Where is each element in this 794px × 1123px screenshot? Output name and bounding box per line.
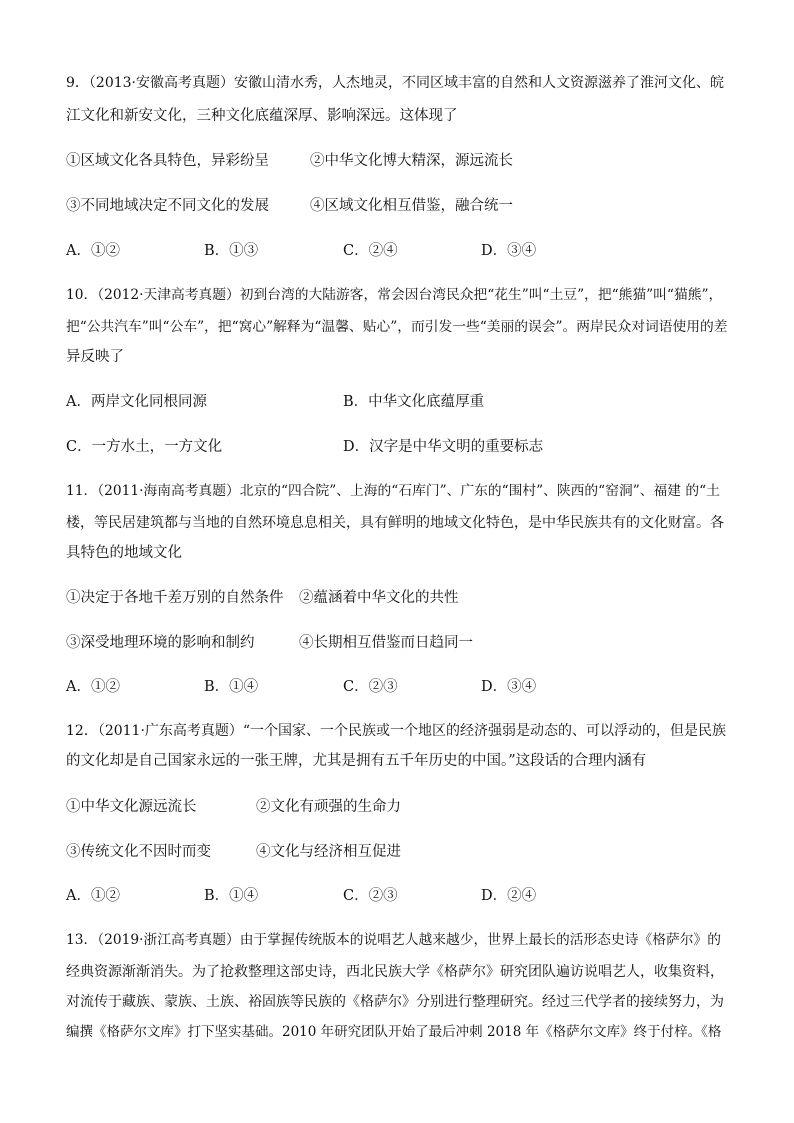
q10-choice-d[interactable]: D．汉字是中华文明的重要标志: [343, 439, 544, 455]
q9-statement-1: ①区域文化各具特色，异彩纷呈: [66, 153, 269, 169]
q12-stem-line-1: 12．（2011·广东高考真题）“一个国家、一个民族或一个地区的经济强弱是动态的、可以浮动的，但是民族: [66, 723, 727, 739]
q12-statement-4: ④文化与经济相互促进: [256, 844, 401, 860]
q10-stem-line-3: 异反映了: [66, 349, 124, 365]
q12-choice-d[interactable]: D．②④: [481, 888, 537, 904]
q12-statement-2: ②文化有顽强的生命力: [256, 799, 401, 815]
q12-choice-c[interactable]: C．②③: [343, 888, 398, 904]
q11-statement-4: ④长期相互借鉴而日趋同一: [299, 635, 473, 651]
q13-stem-line-4: 编撰《格萨尔文库》打下坚实基础。2010 年研究团队开始了最后冲刺 2018 年《格萨尔文库》终于付梓。《格: [66, 1024, 722, 1040]
q9-statement-2: ②中华文化博大精深，源远流长: [310, 153, 513, 169]
q10-choice-a[interactable]: A．两岸文化同根同源: [66, 394, 207, 410]
q12-choice-b[interactable]: B．①④: [204, 888, 259, 904]
q9-choice-d[interactable]: D．③④: [481, 243, 537, 259]
q12-statement-3: ③传统文化不因时而变: [66, 844, 211, 860]
q12-statement-1: ①中华文化源远流长: [66, 799, 197, 815]
q12-choice-a[interactable]: A．①②: [66, 888, 120, 904]
q11-stem-line-2: 楼，等民居建筑都与当地的自然环境息息相关，具有鲜明的地域文化特色，是中华民族共有的文化财富。各: [66, 515, 724, 531]
q13-stem-line-2: 经典资源渐渐消失。为了抢救整理这部史诗，西北民族大学《格萨尔》研究团队遍访说唱艺人，收集资料，: [66, 964, 724, 980]
q10-stem-line-2: 把“公共汽车”叫“公车”，把“窝心”解释为“温馨、贴心”，而引发一些“美丽的误会”。两岸民众对词语使用的差: [66, 319, 728, 335]
q9-stem-line-2: 江文化和新安文化，三种文化底蕴深厚、影响深远。这体现了: [66, 108, 458, 124]
q9-choice-b[interactable]: B．①③: [204, 243, 259, 259]
q11-choice-a[interactable]: A．①②: [66, 679, 120, 695]
q11-statement-1: ①决定于各地千差万别的自然条件: [66, 590, 284, 606]
q13-stem-line-1: 13．（2019·浙江高考真题）由于掌握传统版本的说唱艺人越来越少，世界上最长的活形态史诗《格萨尔》的: [66, 932, 721, 948]
q9-choice-c[interactable]: C．②④: [343, 243, 398, 259]
q10-choice-b[interactable]: B．中华文化底蕴厚重: [343, 394, 485, 410]
q11-choice-b[interactable]: B．①④: [204, 679, 259, 695]
q10-choice-c[interactable]: C．一方水土，一方文化: [66, 439, 223, 455]
q11-stem-line-1: 11．（2011·海南高考真题）北京的“四合院”、上海的“石库门”、广东的“围村”、陕西的“窑洞”、福建 的“土: [66, 483, 720, 499]
q10-stem-line-1: 10．（2012·天津高考真题）初到台湾的大陆游客，常会因台湾民众把“花生”叫“土豆”，把“熊猫”叫“猫熊”，: [66, 287, 723, 303]
q9-choice-a[interactable]: A．①②: [66, 243, 120, 259]
q11-stem-line-3: 具特色的地域文化: [66, 545, 182, 561]
q11-choice-d[interactable]: D．③④: [481, 679, 537, 695]
q9-statement-4: ④区域文化相互借鉴，融合统一: [310, 198, 513, 214]
q11-choice-c[interactable]: C．②③: [343, 679, 398, 695]
q11-statement-2: ②蕴涵着中华文化的共性: [299, 590, 459, 606]
q11-statement-3: ③深受地理环境的影响和制约: [66, 635, 255, 651]
q12-stem-line-2: 的文化却是自己国家永远的一张王牌，尤其是拥有五千年历史的中国。”这段话的合理内涵有: [66, 753, 647, 769]
q9-stem-line-1: 9．（2013·安徽高考真题）安徽山清水秀，人杰地灵，不同区域丰富的自然和人文资源滋养了淮河文化、皖: [66, 75, 724, 91]
q13-stem-line-3: 对流传于藏族、蒙族、土族、裕固族等民族的《格萨尔》分别进行整理研究。经过三代学者的接续努力，为: [66, 994, 724, 1010]
q9-statement-3: ③不同地域决定不同文化的发展: [66, 198, 269, 214]
